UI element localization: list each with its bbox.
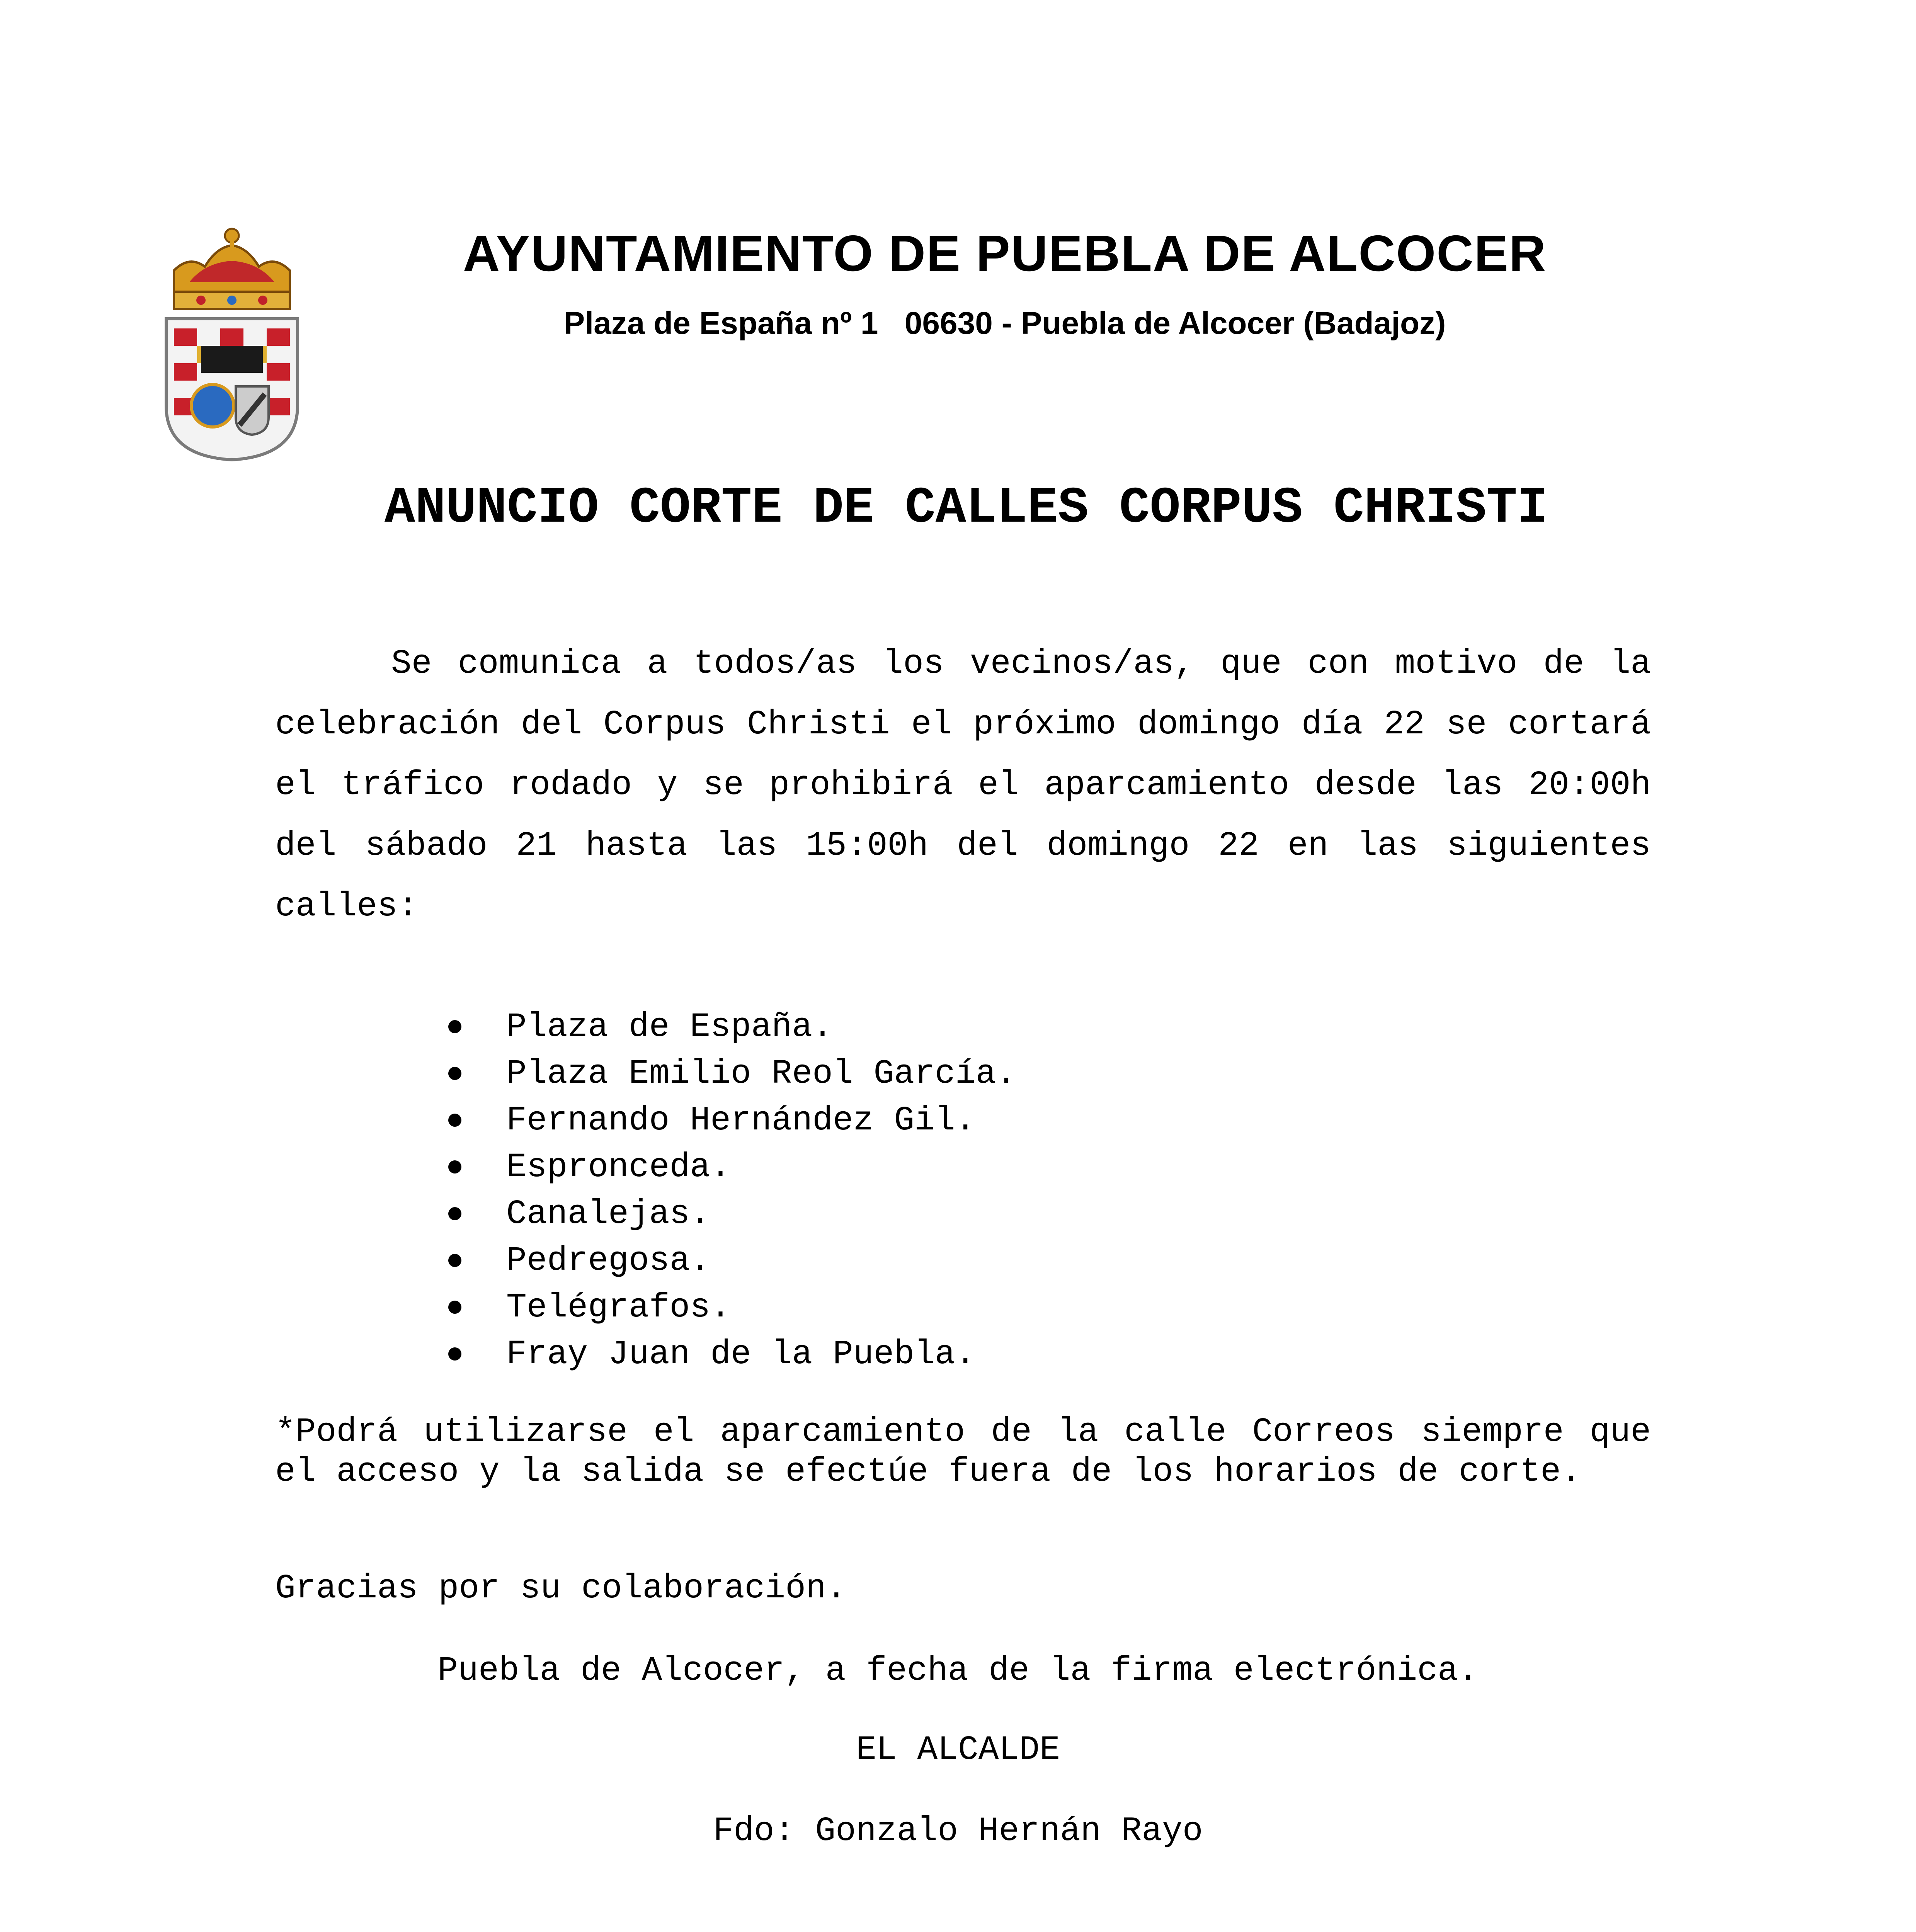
list-item: Telégrafos. <box>441 1284 1016 1331</box>
organization-address: Plaza de España nº 1 06630 - Puebla de Alcocer (Badajoz) <box>563 306 1446 341</box>
parking-note: *Podrá utilizarse el aparcamiento de la calle Correos siempre que el acceso y la salida se efectúe fuera de los horarios de corte. <box>275 1413 1651 1491</box>
list-item: Espronceda. <box>441 1144 1016 1191</box>
place-date: Puebla de Alcocer, a fecha de la firma electrónica. <box>437 1652 1479 1690</box>
list-item: Canalejas. <box>441 1191 1016 1238</box>
document-title: ANUNCIO CORTE DE CALLES CORPUS CHRISTI <box>384 479 1548 537</box>
signer-role: EL ALCALDE <box>856 1731 1060 1769</box>
organization-name: AYUNTAMIENTO DE PUEBLA DE ALCOCER <box>463 225 1547 282</box>
list-item: Fray Juan de la Puebla. <box>441 1331 1016 1378</box>
list-item: Pedregosa. <box>441 1238 1016 1284</box>
list-item: Plaza Emilio Reol García. <box>441 1051 1016 1097</box>
list-item: Plaza de España. <box>441 1004 1016 1051</box>
coat-of-arms-icon <box>158 224 305 464</box>
signer-name: Fdo: Gonzalo Hernán Rayo <box>713 1812 1203 1850</box>
thanks-text: Gracias por su colaboración. <box>275 1570 847 1608</box>
street-list <box>441 1004 1016 1378</box>
list-item: Fernando Hernández Gil. <box>441 1097 1016 1144</box>
announcement-paragraph: Se comunica a todos/as los vecinos/as, que con motivo de la celebración del Corpus Christi el próximo domingo día 22 se cortará el tráfico rodado y se prohibirá el aparcamiento desde las 20:00h del sábado 21 hasta las 15:00h del domingo 22 en las siguientes calles: <box>275 645 1651 926</box>
